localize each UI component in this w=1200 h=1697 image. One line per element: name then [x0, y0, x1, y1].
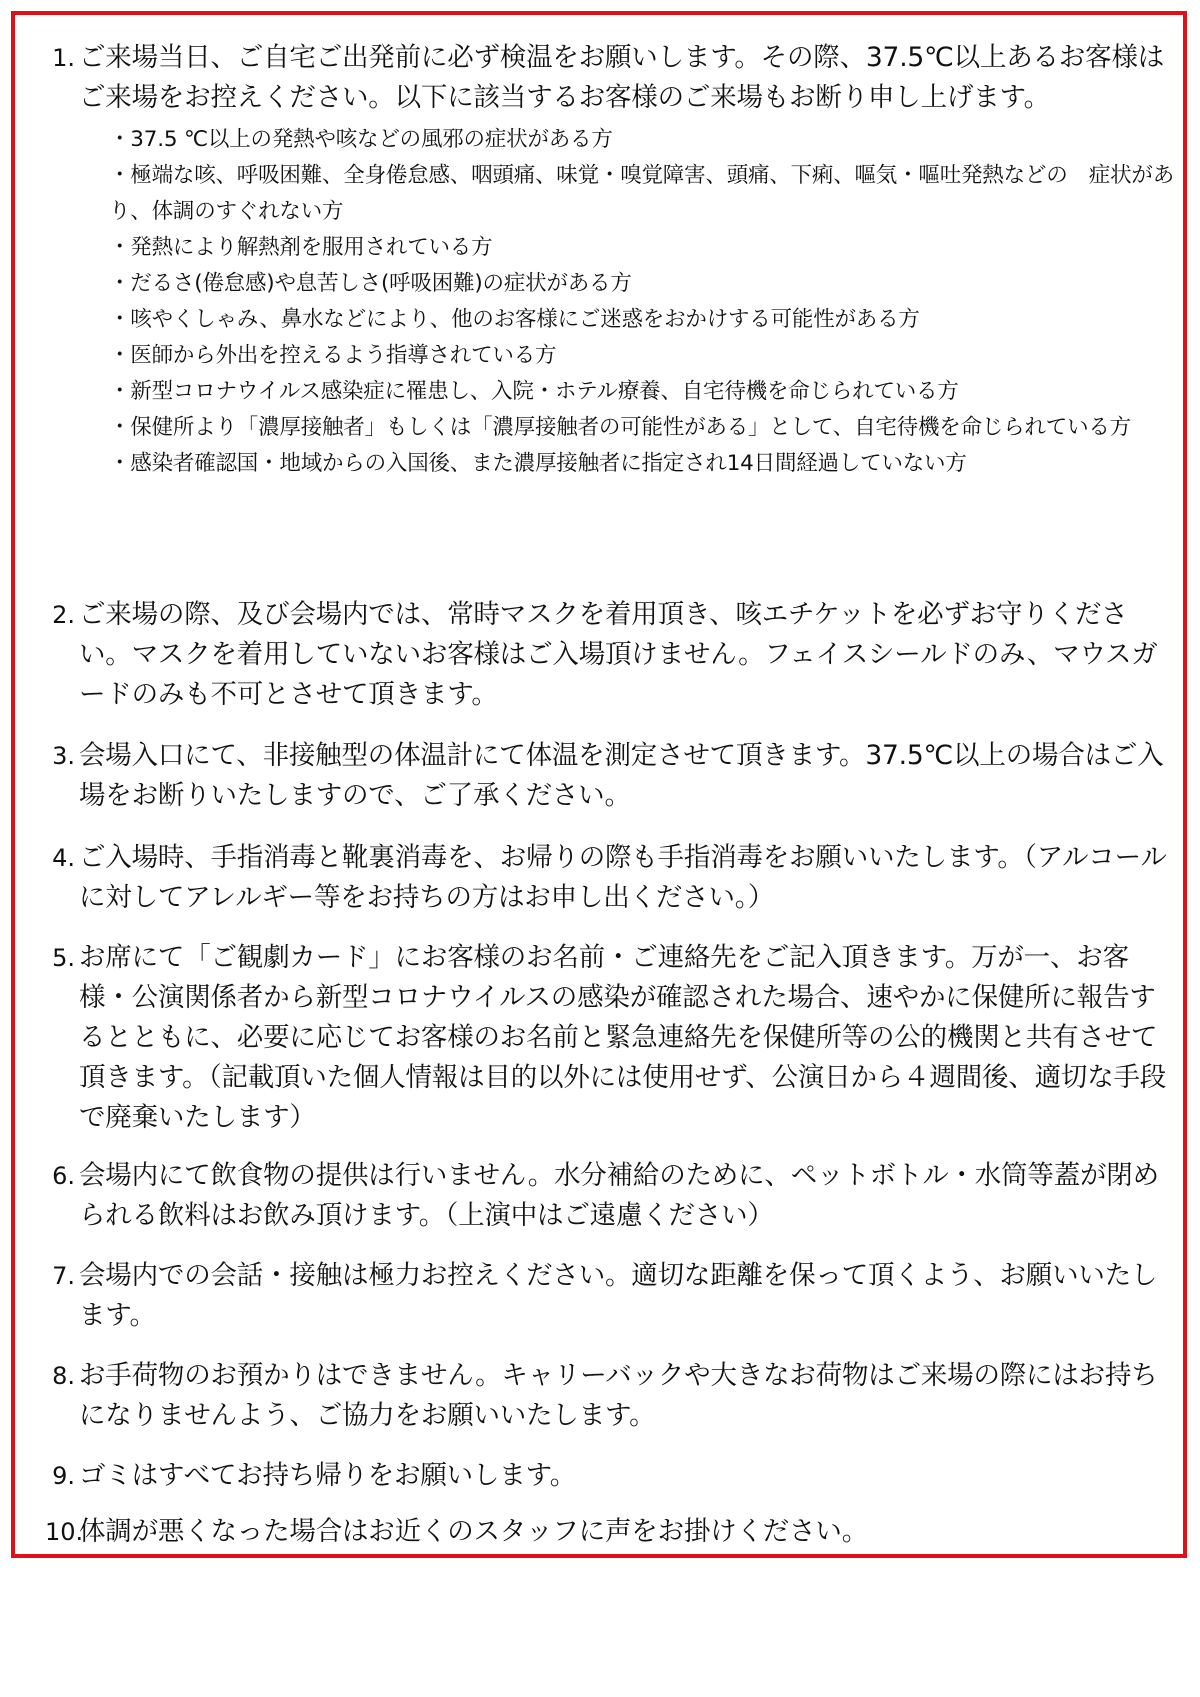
- notice-item-3: [45, 736, 1175, 816]
- notice-item-1: [45, 38, 1175, 482]
- item-text: お席にて「ご観劇カード」にお客様のお名前・ご連絡先をご記入頂きます。万が一、お客様・公演関係者から新型コロナウイルスの感染が確認された場合、速やかに保健所に報告するとともに、必要に応じてお客様のお名前と緊急連絡先を保健所等の公的機関と共有させて頂きます。（記載頂いた個人情報は目的以外には使用せず、公演日から４週間後、適切な手段で廃棄いたします）: [79, 942, 1167, 1133]
- notice-item-6: [45, 1156, 1175, 1236]
- symptom-item: ・新型コロナウイルス感染症に罹患し、入院・ホテル療養、自宅待機を命じられている方: [109, 379, 959, 404]
- symptom-item: ・発熱により解熱剤を服用されている方: [109, 235, 493, 260]
- item-number: 6.: [52, 1162, 75, 1190]
- item-number: 8.: [52, 1362, 75, 1390]
- item-text: 会場内にて飲食物の提供は行いません。水分補給のために、ペットボトル・水筒等蓋が閉められる飲料はお飲み頂けます。（上演中はご遠慮ください）: [79, 1160, 1159, 1231]
- item-number: 2.: [52, 601, 75, 629]
- item-text: 会場入口にて、非接触型の体温計にて体温を測定させて頂きます。37.5℃以上の場合はご入場をお断りいたしますので、ご了承ください。: [79, 740, 1164, 811]
- symptom-list: [97, 122, 1175, 482]
- item-number: 7.: [52, 1262, 75, 1290]
- item-text: ゴミはすべてお持ち帰りをお願いします。: [79, 1460, 577, 1491]
- item-text: ご入場時、手指消毒と靴裏消毒を、お帰りの際も手指消毒をお願いいたします。（アルコールに対してアレルギー等をお持ちの方はお申し出ください。）: [79, 842, 1167, 913]
- notice-item-9: [45, 1456, 1175, 1496]
- notice-item-5: [45, 938, 1175, 1138]
- item-number: 1.: [52, 44, 75, 72]
- item-text: ご来場当日、ご自宅ご出発前に必ず検温をお願いします。その際、37.5℃以上あるお客様はご来場をお控えください。以下に該当するお客様のご来場もお断り申し上げます。: [79, 42, 1165, 113]
- notice-item-7: [45, 1256, 1175, 1336]
- symptom-item: ・感染者確認国・地域からの入国後、また濃厚接触者に指定され14日間経過していない方: [109, 451, 967, 476]
- symptom-item: ・医師から外出を控えるよう指導されている方: [109, 343, 557, 368]
- item-number: 3.: [52, 742, 75, 770]
- symptom-item: ・保健所より「濃厚接触者」もしくは「濃厚接触者の可能性がある」として、自宅待機を命じられている方: [109, 415, 1131, 440]
- item-number: 5.: [52, 944, 75, 972]
- notice-item-2: [45, 595, 1175, 715]
- symptom-item: ・咳やくしゃみ、鼻水などにより、他のお客様にご迷惑をおかけする可能性がある方: [109, 307, 920, 332]
- symptom-item: ・だるさ(倦怠感)や息苦しさ(呼吸困難)の症状がある方: [109, 271, 632, 296]
- item-text: 会場内での会話・接触は極力お控えください。適切な距離を保って頂くよう、お願いいたします。: [79, 1260, 1158, 1331]
- item-text: お手荷物のお預かりはできません。キャリーバックや大きなお荷物はご来場の際にはお持ちになりませんよう、ご協力をお願いいたします。: [79, 1360, 1158, 1431]
- notice-item-4: [45, 838, 1175, 918]
- symptom-item: ・極端な咳、呼吸困難、全身倦怠感、咽頭痛、味覚・嗅覚障害、頭痛、下痢、嘔気・嘔吐発熱などの 症状があり、体調のすぐれない方: [109, 163, 1175, 224]
- item-text: ご来場の際、及び会場内では、常時マスクを着用頂き、咳エチケットを必ずお守りください。マスクを着用していないお客様はご入場頂けません。フェイスシールドのみ、マウスガードのみも不可とさせて頂きます。: [79, 599, 1158, 710]
- notice-item-10: [45, 1512, 1175, 1552]
- item-number: 9.: [52, 1462, 75, 1490]
- item-number: 10.: [45, 1518, 84, 1546]
- item-text: 体調が悪くなった場合はお近くのスタッフに声をお掛けください。: [79, 1516, 868, 1547]
- symptom-item: ・37.5 ℃以上の発熱や咳などの風邪の症状がある方: [109, 127, 613, 152]
- item-number: 4.: [52, 844, 75, 872]
- notice-item-8: [45, 1356, 1175, 1436]
